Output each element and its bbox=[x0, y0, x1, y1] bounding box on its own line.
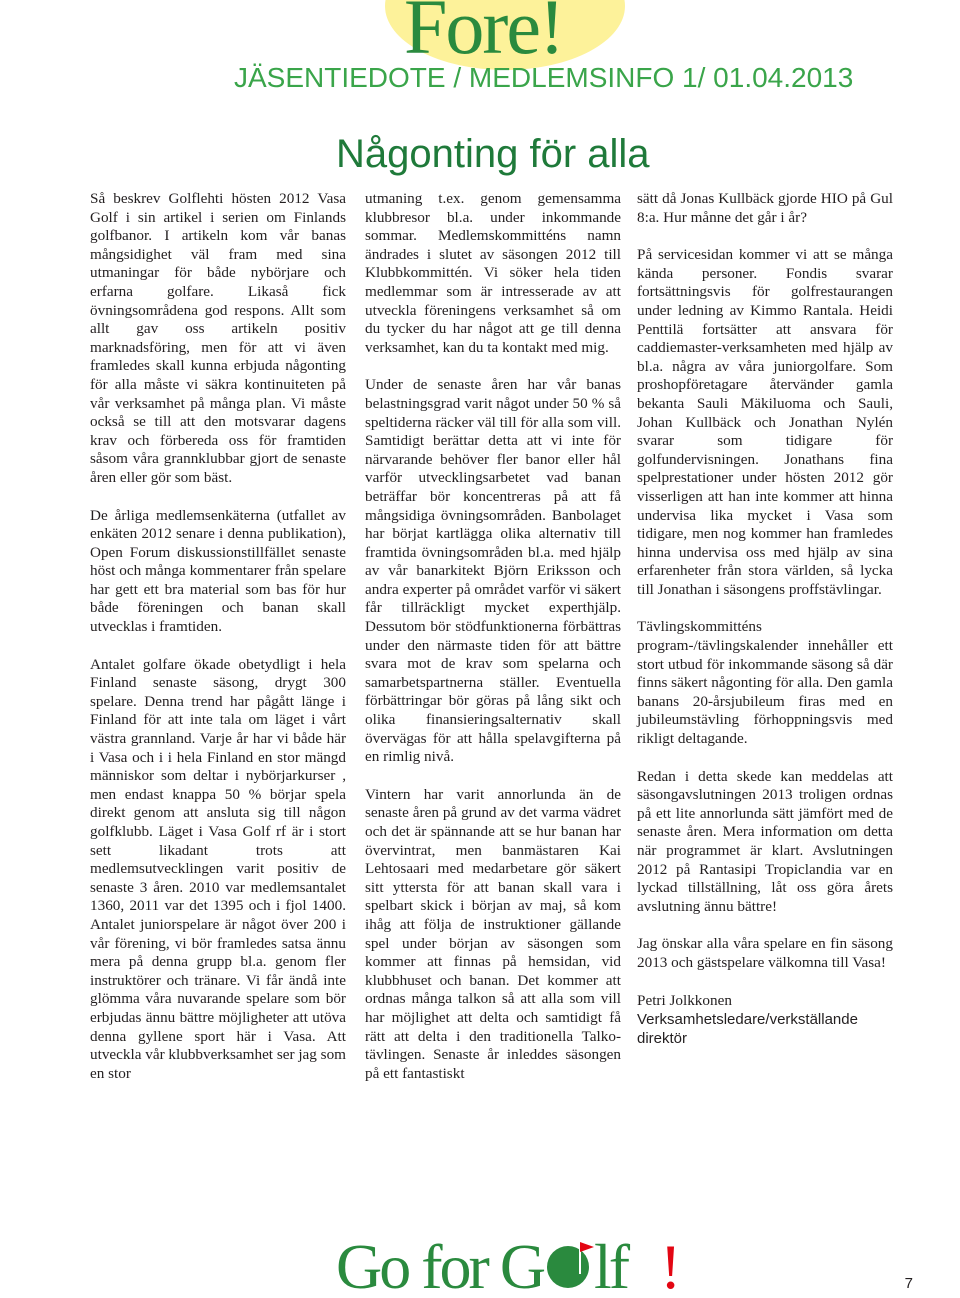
paragraph: Tävlingskommitténs program-/tävlingskalender innehåller ett stort utbud för inkommande säsong så där finns säkert någonting för alla. Den gamla banans 20-årsjubileum firas med en jubileumstävling förhoppningsvis med rikligt deltagande. bbox=[637, 618, 893, 748]
paragraph: Antalet golfare ökade obetydligt i hela Finland senaste säsong, drygt 300 spelare. Denna trend har pågått länge i Finland för att inte tala om läget i vårt västra grannland. Varje år har vi både här i Vasa och i i hela Finland en stor mängd människor som deltar i nybörjarkurser , men endast knappa 50 % börjar spela direkt genom att ansluta sig till någon golfklubb. Läget i Vasa Golf rf är i stort sett likadant trots att medlemsutvecklingen varit positiv de senaste 3 åren. 2010 var medlemsantalet 1360, 2011 var det 1395 och i fjol 1400. Antalet juniorspelare är något över 200 i vår förening, vi bör framledes satsa ännu mera på denna grupp bl.a. genom fler instruktörer och tränare. Vi får ändå inte glömma våra nuvarande spelare som bör erbjudas ännu bättre möjligheter att utöva denna gyllene sport här i Vasa. Att utveckla vår klubbverksamhet ser jag som en stor bbox=[90, 655, 346, 1082]
paragraph: På servicesidan kommer vi att se många kända personer. Fondis svarar fortsättningsvis för golfrestaurangen under ledning av Kimmo Rantala. Heidi Penttilä fortsätter att ansvara för caddiemaster-verksamheten med hjälp av bl.a. några av våra juniorgolfare. Som proshopföretagare återvänder gamla bekanta Sauli Mäkiluoma och Sauli, Johan Kullbäck och Jonathan Nylén svarar som tidigare för golfundervisningen. Jonathans fina spelprestationer under hösten 2012 gör visserligen att han inte kommer att hinna undervisa lika mycket i Vasa som tidigare, men nog kommer han framledes hinna undervisa oss med hjälp av sina erfarenheter från stora världen, så lycka till Jonathan i säsongens proffstävlingar. bbox=[637, 246, 893, 598]
page-number: 7 bbox=[904, 1275, 913, 1292]
signature-name: Petri Jolkkonen bbox=[637, 991, 732, 1009]
go-for-golf-logo bbox=[336, 1228, 696, 1298]
paragraph: Redan i detta skede kan meddelas att säsongavslutningen 2013 troligen ordnas på ett lite annorlunda sätt jämfört med de senaste åren. Mera information om detta när programmet är klart. Avslutningen 2012 på Rantasipi Tropiclandia var en lyckad tillställning, låt oss göra årets avslutning ännu bättre! bbox=[637, 767, 893, 915]
paragraph: De årliga medlemsenkäterna (utfallet av enkäten 2012 senare i denna publikation), Open Forum diskussionstillfället senaste höst och många kommentarer från spelare har gett ett bra material som bas för hur både föreningen och banan skall utvecklas i framtiden. bbox=[90, 506, 346, 636]
article-column-1 bbox=[90, 190, 346, 1102]
svg-text:lf: lf bbox=[594, 1231, 628, 1298]
paragraph: sätt då Jonas Kullbäck gjorde HIO på Gul 8:a. Hur månne det går i år? bbox=[637, 190, 893, 226]
article-column-2 bbox=[365, 190, 621, 1102]
paragraph: Under de senaste åren har vår banas belastningsgrad varit något under 50 % så speltiderna räcker väl till för alla som vill. Samtidigt berättar detta att vi inte för närvarande behöver fler banor eller hål varför utvecklingsarbetet vad banan beträffar bör koncentreras på att få mångsidiga övningsområden. Banbolaget har börjat kartlägga olika alternativ till framtida övningsområden bl.a. med hjälp av vår banarkitekt Björn Eriksson och andra experter på området varför vi säkert får tillräckligt mycket experthjälp. Dessutom bör stödfunktionerna förbättras under den närmaste tiden för att bättre svara mot de krav som spelarna och samarbetspartnerna ställer. Eventuella förbättringar bör göras på lång sikt och olika finansieringsalternativ skall övervägas för att hålla spelavgifterna på en rimlig nivå. bbox=[365, 376, 621, 766]
paragraph: Så beskrev Golflehti hösten 2012 Vasa Golf i sin artikel i serien om Finlands golfbanor. I artikeln kom vår banas mångsidighet väl fram med sina utmaningar för både nybörjare och erfarna golfare. Likaså fick övningsområdena god respons. Allt som allt gav oss artikeln positiv marknadsföring, men för att vi även framledes skall kunna erbjuda någonting för alla måste vi säkra kontinuiteten på vår verksamhet på många plan. Vi måste också se till att den motsvarar dagens krav och förbereda oss för framtiden såsom våra grannklubbar gjort de senaste åren eller gör som bäst. bbox=[90, 190, 346, 486]
signature-title: Verksamhetsledare/verkställande direktör bbox=[637, 1011, 858, 1048]
article-title: Någonting för alla bbox=[336, 132, 650, 176]
svg-text:!: ! bbox=[660, 1231, 682, 1298]
paragraph: Jag önskar alla våra spelare en fin säsong 2013 och gästspelare välkomna till Vasa! bbox=[637, 935, 893, 971]
fore-logo: Fore! bbox=[404, 0, 563, 70]
golf-flag-icon bbox=[547, 1242, 594, 1288]
paragraph: Vintern har varit annorlunda än de senaste åren på grund av det varma vädret och det är spännande att se hur banan har övervintrat, men banmästaren Kai Lehtosaari med medarbetare gör säkert sitt yttersta för att banan skall vara i spelbart skick i början av maj, så kom ihåg att följa de instruktioner gällande spel under början av säsongen som kommer att finnas på hemsidan, vid klubbhuset och banan. Det kommer att ordnas många talkon så att alla som vill har möjlighet att delta och samtidigt få rätt att delta i den traditionella Talko-tävlingen. Senaste år inleddes säsongen på ett fantastiskt bbox=[365, 785, 621, 1082]
article-column-3 bbox=[637, 190, 893, 1048]
paragraph: utmaning t.ex. genom gemensamma klubbresor bl.a. under inkommande sommar. Medlemskommitténs namn ändrades i slutet av säsongen 2012 till Klubbkommittén. Vi söker hela tiden medlemmar som är intresserade av att utveckla föreningens verksamhet så om du tycker du har något att ge till denna verksamhet, kan du ta kontakt med mig. bbox=[365, 190, 621, 356]
issue-subtitle: JÄSENTIEDOTE / MEDLEMSINFO 1/ 01.04.2013 bbox=[234, 62, 854, 93]
svg-text:Go for G: Go for G bbox=[336, 1231, 544, 1298]
